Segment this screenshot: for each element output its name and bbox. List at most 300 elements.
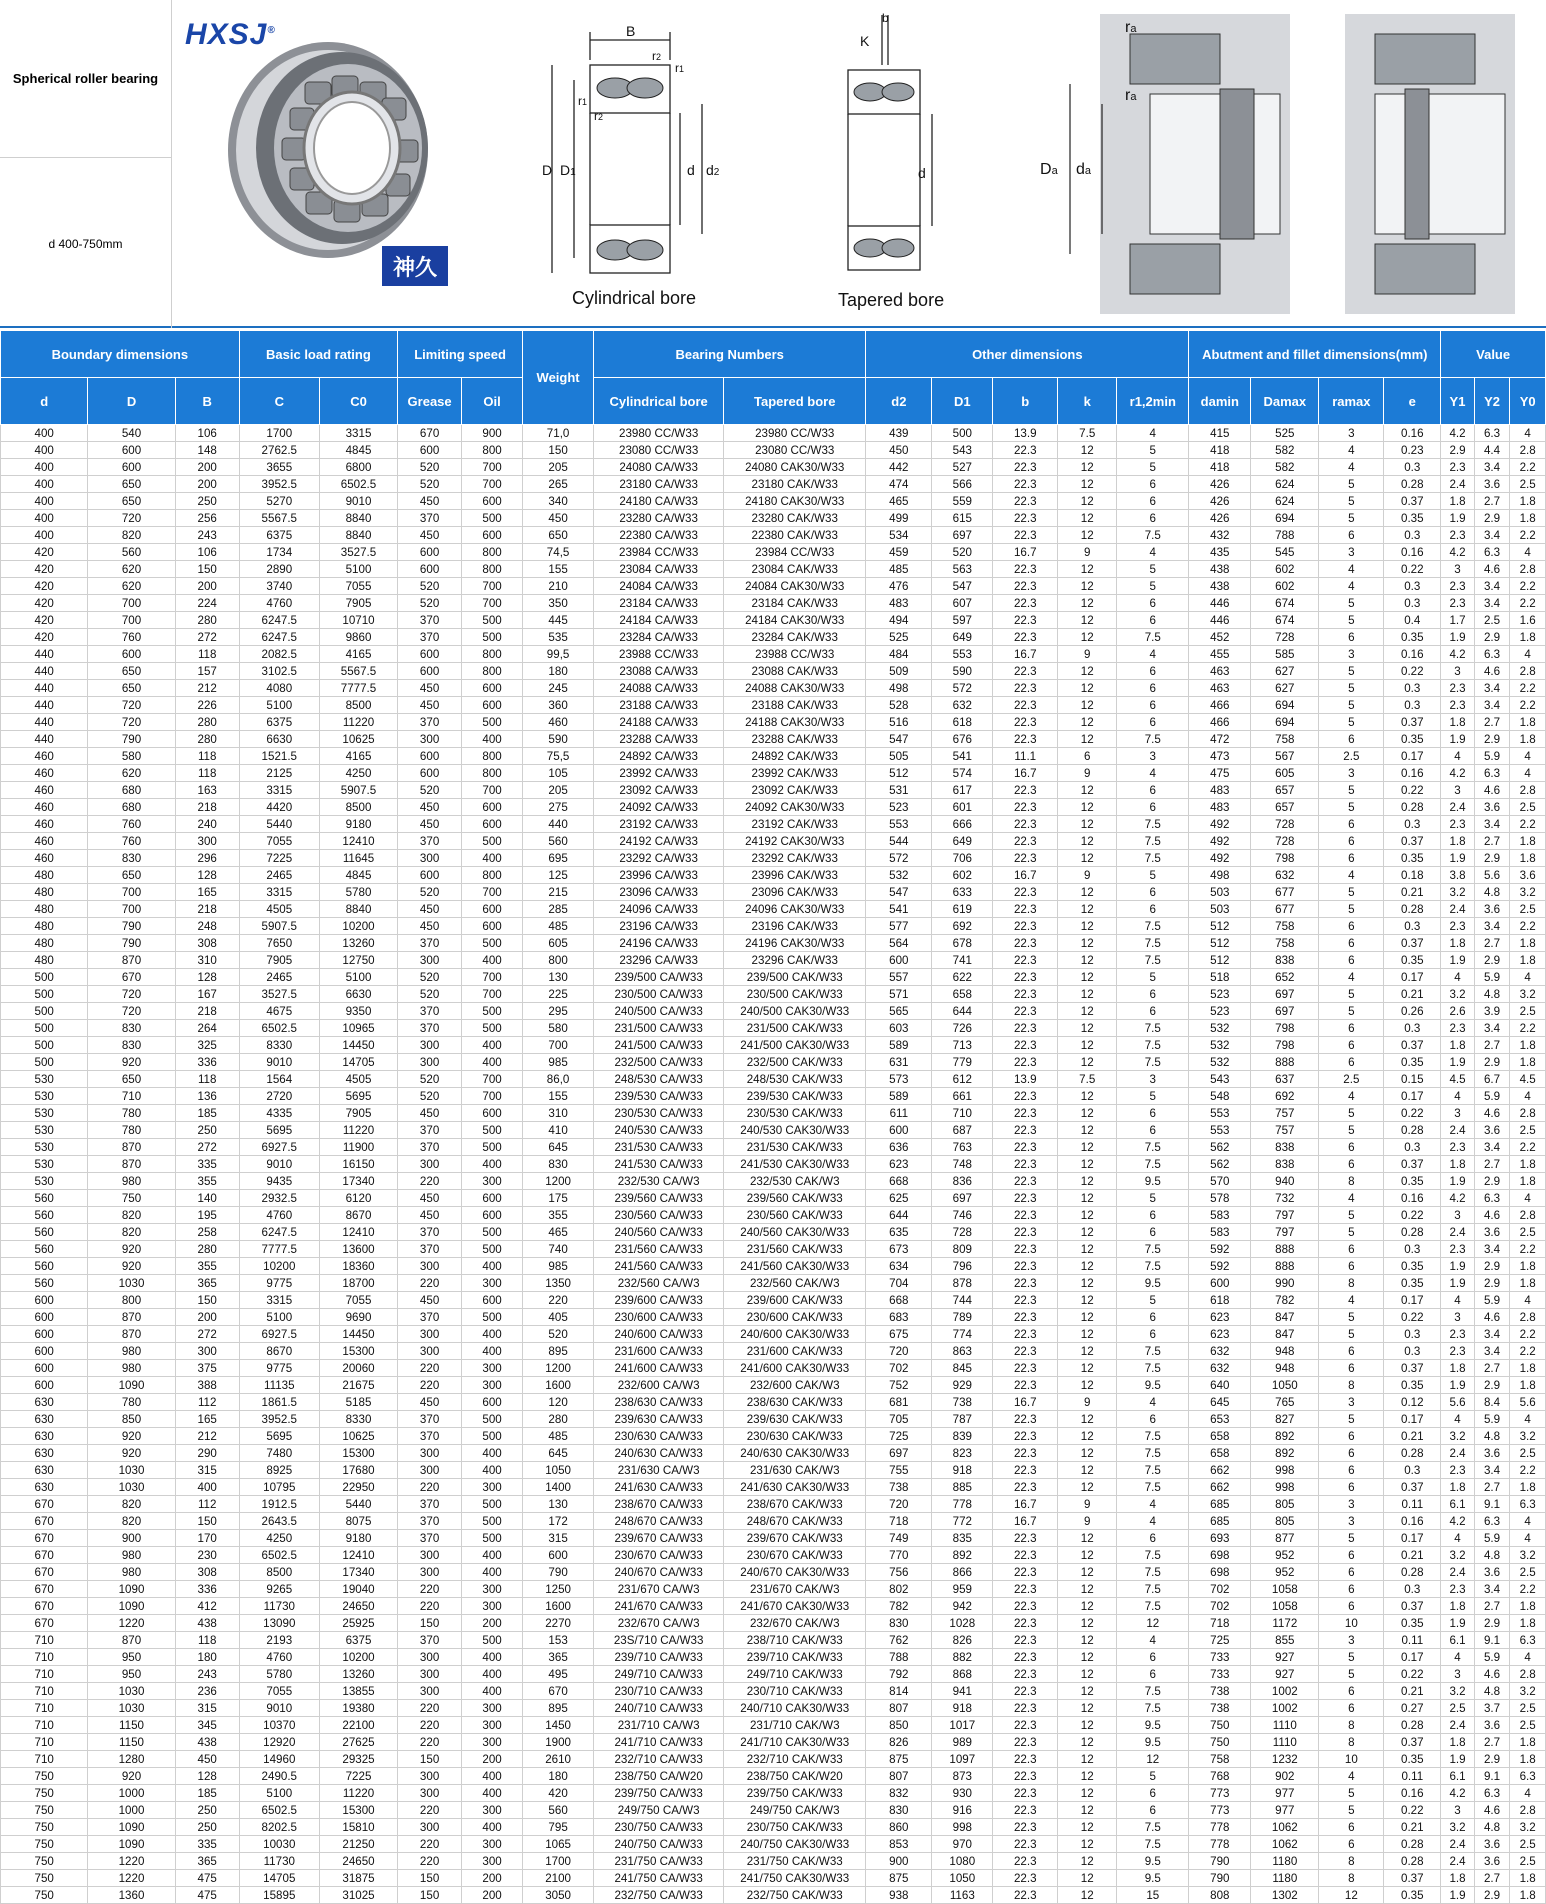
table-cell: 205	[523, 782, 594, 799]
table-cell: 920	[88, 1054, 175, 1071]
table-cell: 850	[866, 1717, 932, 1734]
table-cell: 300	[462, 1734, 523, 1751]
table-cell: 6.3	[1474, 1190, 1510, 1207]
table-cell: 1280	[88, 1751, 175, 1768]
table-cell: 220	[398, 1377, 462, 1394]
table-cell: 280	[175, 731, 239, 748]
table-cell: 875	[866, 1870, 932, 1887]
table-cell: 24892 CA/W33	[594, 748, 724, 765]
table-cell: 562	[1189, 1139, 1251, 1156]
table-cell: 2.8	[1510, 1207, 1546, 1224]
table-cell: 22.3	[993, 1088, 1058, 1105]
table-row	[1, 1411, 1546, 1428]
table-cell: 22.3	[993, 1666, 1058, 1683]
table-cell: 780	[88, 1105, 175, 1122]
table-cell: 582	[1251, 442, 1319, 459]
table-row	[1, 663, 1546, 680]
table-cell: 839	[932, 1428, 993, 1445]
table-cell: 681	[866, 1394, 932, 1411]
table-cell: 24892 CAK/W33	[724, 748, 866, 765]
table-cell: 1250	[523, 1581, 594, 1598]
table-cell: 2.9	[1474, 1751, 1510, 1768]
table-cell: 600	[88, 459, 175, 476]
table-cell: 2.7	[1474, 1037, 1510, 1054]
table-cell: 750	[1, 1785, 88, 1802]
table-cell: 315	[175, 1462, 239, 1479]
table-cell: 878	[932, 1275, 993, 1292]
table-cell: 3.2	[1441, 1428, 1475, 1445]
table-row	[1, 1258, 1546, 1275]
table-cell: 24184 CA/W33	[594, 612, 724, 629]
table-cell: 2465	[239, 867, 319, 884]
table-cell: 473	[1189, 748, 1251, 765]
bearing-table	[0, 330, 1546, 1904]
table-cell: 1.8	[1510, 1037, 1546, 1054]
table-cell: 23088 CAK/W33	[724, 663, 866, 680]
table-cell: 2.9	[1474, 1173, 1510, 1190]
table-cell: 600	[462, 1105, 523, 1122]
table-cell: 632	[932, 697, 993, 714]
table-cell: 763	[932, 1139, 993, 1156]
table-cell: 6	[1319, 1598, 1384, 1615]
table-row	[1, 1768, 1546, 1785]
table-cell: 8	[1319, 1377, 1384, 1394]
table-cell: 231/600 CAK/W33	[724, 1343, 866, 1360]
table-cell: 1065	[523, 1836, 594, 1853]
table-cell: 5780	[239, 1666, 319, 1683]
table-cell: 23992 CAK/W33	[724, 765, 866, 782]
table-cell: 503	[1189, 884, 1251, 901]
table-cell: 22.3	[993, 1224, 1058, 1241]
table-cell: 892	[1251, 1428, 1319, 1445]
table-cell: 678	[932, 935, 993, 952]
table-cell: 498	[866, 680, 932, 697]
table-cell: 5907.5	[319, 782, 397, 799]
table-cell: 670	[1, 1564, 88, 1581]
table-cell: 920	[88, 1445, 175, 1462]
table-cell: 300	[398, 1445, 462, 1462]
table-cell: 23096 CAK/W33	[724, 884, 866, 901]
table-cell: 22.3	[993, 1020, 1058, 1037]
table-cell: 600	[398, 867, 462, 884]
table-cell: 7777.5	[319, 680, 397, 697]
table-cell: 370	[398, 1139, 462, 1156]
table-cell: 400	[462, 850, 523, 867]
table-cell: 0.28	[1384, 1853, 1441, 1870]
table-cell: 466	[1189, 714, 1251, 731]
table-cell: 12	[1058, 1564, 1117, 1581]
table-cell: 948	[1251, 1343, 1319, 1360]
table-cell: 607	[932, 595, 993, 612]
table-cell: 23196 CA/W33	[594, 918, 724, 935]
table-cell: 0.37	[1384, 714, 1441, 731]
table-cell: 480	[1, 901, 88, 918]
table-cell: 855	[1251, 1632, 1319, 1649]
col-d: d	[1, 378, 88, 425]
table-cell: 760	[88, 629, 175, 646]
table-cell: 463	[1189, 663, 1251, 680]
svg-text:d: d	[687, 162, 695, 178]
table-cell: 6.3	[1510, 1496, 1546, 1513]
table-cell: 2.3	[1441, 1020, 1475, 1037]
table-cell: 12	[1058, 1530, 1117, 1547]
cylindrical-bore-diagram	[530, 20, 730, 290]
table-cell: 239/530 CA/W33	[594, 1088, 724, 1105]
table-cell: 600	[462, 1292, 523, 1309]
table-cell: 23088 CA/W33	[594, 663, 724, 680]
table-cell: 240/670 CAK30/W33	[724, 1564, 866, 1581]
table-cell: 2.5	[1474, 612, 1510, 629]
table-cell: 2.7	[1474, 1598, 1510, 1615]
table-cell: 12	[1117, 1615, 1189, 1632]
table-cell: 22.3	[993, 1105, 1058, 1122]
table-cell: 118	[175, 1071, 239, 1088]
table-cell: 1.8	[1441, 1479, 1475, 1496]
mounting-diagram-withdrawal	[1345, 14, 1515, 314]
table-cell: 12	[1058, 476, 1117, 493]
table-cell: 5.6	[1441, 1394, 1475, 1411]
table-cell: 500	[462, 1020, 523, 1037]
table-cell: 0.17	[1384, 1530, 1441, 1547]
table-cell: 807	[866, 1700, 932, 1717]
table-cell: 12	[1058, 1802, 1117, 1819]
table-cell: 22.3	[993, 1462, 1058, 1479]
table-cell: 24196 CAK30/W33	[724, 935, 866, 952]
table-cell: 460	[1, 765, 88, 782]
table-cell: 697	[866, 1445, 932, 1462]
table-cell: 2.5	[1510, 1445, 1546, 1462]
table-cell: 3.4	[1474, 918, 1510, 935]
table-cell: 300	[462, 1173, 523, 1190]
table-cell: 459	[866, 544, 932, 561]
table-cell: 650	[88, 867, 175, 884]
table-cell: 0.16	[1384, 646, 1441, 663]
table-cell: 0.35	[1384, 1377, 1441, 1394]
table-cell: 240/560 CA/W33	[594, 1224, 724, 1241]
table-cell: 530	[1, 1071, 88, 1088]
table-cell: 15300	[319, 1343, 397, 1360]
table-cell: 240/750 CAK30/W33	[724, 1836, 866, 1853]
table-cell: 4	[1117, 425, 1189, 442]
table-cell: 415	[1189, 425, 1251, 442]
table-cell: 1.9	[1441, 1377, 1475, 1394]
table-cell: 238/670 CA/W33	[594, 1496, 724, 1513]
table-cell: 22.3	[993, 1411, 1058, 1428]
table-cell: 0.17	[1384, 1649, 1441, 1666]
table-cell: 22.3	[993, 1003, 1058, 1020]
table-cell: 248	[175, 918, 239, 935]
table-cell: 6	[1117, 714, 1189, 731]
table-cell: 24096 CA/W33	[594, 901, 724, 918]
table-cell: 370	[398, 1020, 462, 1037]
table-cell: 1900	[523, 1734, 594, 1751]
table-cell: 300	[398, 1156, 462, 1173]
table-cell: 2.3	[1441, 595, 1475, 612]
table-row	[1, 1207, 1546, 1224]
table-cell: 1090	[88, 1819, 175, 1836]
table-cell: 400	[462, 1683, 523, 1700]
table-cell: 3.2	[1510, 1428, 1546, 1445]
size-range: d 400-750mm	[48, 236, 123, 251]
group-abutment-fillet: Abutment and fillet dimensions(mm)	[1189, 331, 1441, 378]
table-cell: 243	[175, 1666, 239, 1683]
table-cell: 2.7	[1474, 1360, 1510, 1377]
table-cell: 6	[1117, 799, 1189, 816]
table-cell: 22.3	[993, 595, 1058, 612]
table-cell: 0.3	[1384, 1241, 1441, 1258]
table-cell: 3	[1319, 544, 1384, 561]
table-cell: 13260	[319, 1666, 397, 1683]
table-cell: 400	[1, 527, 88, 544]
table-cell: 200	[175, 1309, 239, 1326]
table-cell: 0.35	[1384, 952, 1441, 969]
table-cell: 2.8	[1510, 782, 1546, 799]
table-cell: 4.8	[1474, 1547, 1510, 1564]
table-cell: 560	[523, 1802, 594, 1819]
table-cell: 3.4	[1474, 1326, 1510, 1343]
table-cell: 11645	[319, 850, 397, 867]
table-cell: 512	[866, 765, 932, 782]
table-cell: 12	[1058, 1734, 1117, 1751]
table-cell: 460	[1, 799, 88, 816]
table-cell: 24080 CAK30/W33	[724, 459, 866, 476]
table-cell: 758	[1251, 935, 1319, 952]
table-cell: 12	[1058, 493, 1117, 510]
table-cell: 6	[1117, 901, 1189, 918]
table-cell: 325	[175, 1037, 239, 1054]
table-cell: 630	[1, 1479, 88, 1496]
table-cell: 22.3	[993, 833, 1058, 850]
table-cell: 2.4	[1441, 1122, 1475, 1139]
table-cell: 589	[866, 1037, 932, 1054]
table-cell: 4505	[239, 901, 319, 918]
table-cell: 22.3	[993, 1700, 1058, 1717]
table-cell: 4	[1510, 1785, 1546, 1802]
table-cell: 571	[866, 986, 932, 1003]
table-cell: 2.4	[1441, 1836, 1475, 1853]
table-cell: 400	[462, 1462, 523, 1479]
table-cell: 592	[1189, 1241, 1251, 1258]
table-cell: 1163	[932, 1887, 993, 1904]
table-cell: 938	[866, 1887, 932, 1904]
table-cell: 3.4	[1474, 816, 1510, 833]
table-cell: 710	[1, 1734, 88, 1751]
table-cell: 23288 CA/W33	[594, 731, 724, 748]
table-cell: 823	[932, 1445, 993, 1462]
table-row	[1, 1173, 1546, 1190]
table-cell: 106	[175, 544, 239, 561]
table-cell: 450	[398, 1207, 462, 1224]
table-cell: 370	[398, 1003, 462, 1020]
table-cell: 118	[175, 765, 239, 782]
table-cell: 820	[88, 1513, 175, 1530]
table-cell: 7.5	[1117, 1479, 1189, 1496]
table-cell: 5	[1319, 1530, 1384, 1547]
table-cell: 2.3	[1441, 1581, 1475, 1598]
table-cell: 300	[462, 1836, 523, 1853]
table-cell: 232/560 CA/W3	[594, 1275, 724, 1292]
table-cell: 5270	[239, 493, 319, 510]
table-cell: 8	[1319, 1173, 1384, 1190]
table-cell: 738	[1189, 1683, 1251, 1700]
table-cell: 600	[462, 527, 523, 544]
product-label-panel	[0, 0, 172, 328]
table-cell: 560	[1, 1190, 88, 1207]
table-cell: 230/600 CAK/W33	[724, 1309, 866, 1326]
table-cell: 998	[1251, 1462, 1319, 1479]
table-cell: 7.5	[1117, 1360, 1189, 1377]
table-cell: 0.21	[1384, 1428, 1441, 1445]
table-cell: 450	[398, 680, 462, 697]
table-row	[1, 867, 1546, 884]
table-cell: 2.3	[1441, 1326, 1475, 1343]
table-cell: 6375	[319, 1632, 397, 1649]
table-cell: 12	[1117, 1751, 1189, 1768]
table-cell: 620	[88, 561, 175, 578]
table-cell: 687	[932, 1122, 993, 1139]
table-cell: 790	[523, 1564, 594, 1581]
table-cell: 6502.5	[239, 1547, 319, 1564]
table-cell: 0.16	[1384, 425, 1441, 442]
table-cell: 2.5	[1510, 1003, 1546, 1020]
table-cell: 535	[523, 629, 594, 646]
col-Y1: Y1	[1441, 378, 1475, 425]
table-cell: 557	[866, 969, 932, 986]
table-cell: 485	[523, 1428, 594, 1445]
table-cell: 1.8	[1510, 1275, 1546, 1292]
table-cell: 500	[462, 1309, 523, 1326]
table-cell: 670	[1, 1615, 88, 1632]
table-cell: 860	[866, 1819, 932, 1836]
table-cell: 5	[1319, 1802, 1384, 1819]
table-cell: 895	[523, 1700, 594, 1717]
table-cell: 1734	[239, 544, 319, 561]
table-cell: 400	[462, 1547, 523, 1564]
table-cell: 0.3	[1384, 578, 1441, 595]
table-cell: 6.3	[1474, 544, 1510, 561]
table-cell: 6	[1117, 1207, 1189, 1224]
table-cell: 0.22	[1384, 1105, 1441, 1122]
table-cell: 6	[1319, 1258, 1384, 1275]
table-cell: 11220	[319, 1785, 397, 1802]
table-cell: 14705	[239, 1870, 319, 1887]
table-cell: 14450	[319, 1326, 397, 1343]
table-cell: 10370	[239, 1717, 319, 1734]
table-cell: 22.3	[993, 442, 1058, 459]
table-cell: 7.5	[1117, 1683, 1189, 1700]
table-cell: 5780	[319, 884, 397, 901]
table-cell: 450	[398, 918, 462, 935]
table-cell: 240/710 CAK30/W33	[724, 1700, 866, 1717]
table-cell: 3.4	[1474, 1020, 1510, 1037]
table-cell: 658	[1189, 1445, 1251, 1462]
table-cell: 0.21	[1384, 986, 1441, 1003]
table-row	[1, 1343, 1546, 1360]
table-cell: 498	[1189, 867, 1251, 884]
table-cell: 4	[1510, 1411, 1546, 1428]
table-cell: 12	[1058, 1615, 1117, 1632]
table-cell: 694	[1251, 714, 1319, 731]
table-cell: 9	[1058, 544, 1117, 561]
table-cell: 22.3	[993, 1581, 1058, 1598]
table-cell: 180	[523, 663, 594, 680]
table-cell: 710	[88, 1088, 175, 1105]
table-cell: 589	[866, 1088, 932, 1105]
table-cell: 1.8	[1441, 714, 1475, 731]
table-cell: 847	[1251, 1309, 1319, 1326]
table-cell: 505	[866, 748, 932, 765]
table-cell: 6	[1117, 680, 1189, 697]
table-cell: 9010	[239, 1054, 319, 1071]
table-cell: 5.6	[1510, 1394, 1546, 1411]
table-cell: 870	[88, 952, 175, 969]
table-cell: 239/600 CA/W33	[594, 1292, 724, 1309]
table-cell: 285	[523, 901, 594, 918]
table-cell: 1.9	[1441, 1275, 1475, 1292]
table-cell: 5	[1117, 459, 1189, 476]
table-cell: 106	[175, 425, 239, 442]
table-cell: 600	[1, 1377, 88, 1394]
table-cell: 450	[398, 1190, 462, 1207]
table-cell: 805	[1251, 1496, 1319, 1513]
table-cell: 29325	[319, 1751, 397, 1768]
table-cell: 600	[1, 1326, 88, 1343]
table-cell: 4250	[239, 1530, 319, 1547]
table-cell: 630	[1, 1462, 88, 1479]
table-cell: 225	[523, 986, 594, 1003]
table-row	[1, 1751, 1546, 1768]
table-cell: 1172	[1251, 1615, 1319, 1632]
table-cell: 700	[462, 969, 523, 986]
table-cell: 2.3	[1441, 1343, 1475, 1360]
table-cell: 21250	[319, 1836, 397, 1853]
table-cell: 12	[1058, 731, 1117, 748]
table-cell: 1.9	[1441, 731, 1475, 748]
table-cell: 6.3	[1510, 1632, 1546, 1649]
table-cell: 12410	[319, 833, 397, 850]
table-cell: 426	[1189, 510, 1251, 527]
table-cell: 12	[1058, 1207, 1117, 1224]
table-cell: 3.6	[1474, 1122, 1510, 1139]
table-cell: 692	[932, 918, 993, 935]
table-cell: 670	[523, 1683, 594, 1700]
table-cell: 870	[88, 1632, 175, 1649]
table-cell: 400	[462, 731, 523, 748]
table-cell: 6375	[239, 527, 319, 544]
table-cell: 2.7	[1474, 714, 1510, 731]
table-cell: 710	[1, 1649, 88, 1666]
table-cell: 830	[866, 1615, 932, 1632]
svg-text:ra: ra	[1125, 19, 1137, 36]
table-cell: 13.9	[993, 1071, 1058, 1088]
table-cell: 272	[175, 1326, 239, 1343]
table-cell: 3	[1441, 561, 1475, 578]
table-cell: 22.3	[993, 952, 1058, 969]
table-cell: 22.3	[993, 1887, 1058, 1904]
table-cell: 625	[866, 1190, 932, 1207]
table-cell: 5	[1319, 1411, 1384, 1428]
table-cell: 9435	[239, 1173, 319, 1190]
table-cell: 8840	[319, 901, 397, 918]
table-cell: 640	[1189, 1377, 1251, 1394]
table-cell: 9010	[239, 1700, 319, 1717]
table-cell: 22.3	[993, 612, 1058, 629]
table-cell: 6	[1117, 1224, 1189, 1241]
table-cell: 2.9	[1474, 629, 1510, 646]
table-cell: 150	[398, 1751, 462, 1768]
table-cell: 1450	[523, 1717, 594, 1734]
table-cell: 500	[1, 1003, 88, 1020]
